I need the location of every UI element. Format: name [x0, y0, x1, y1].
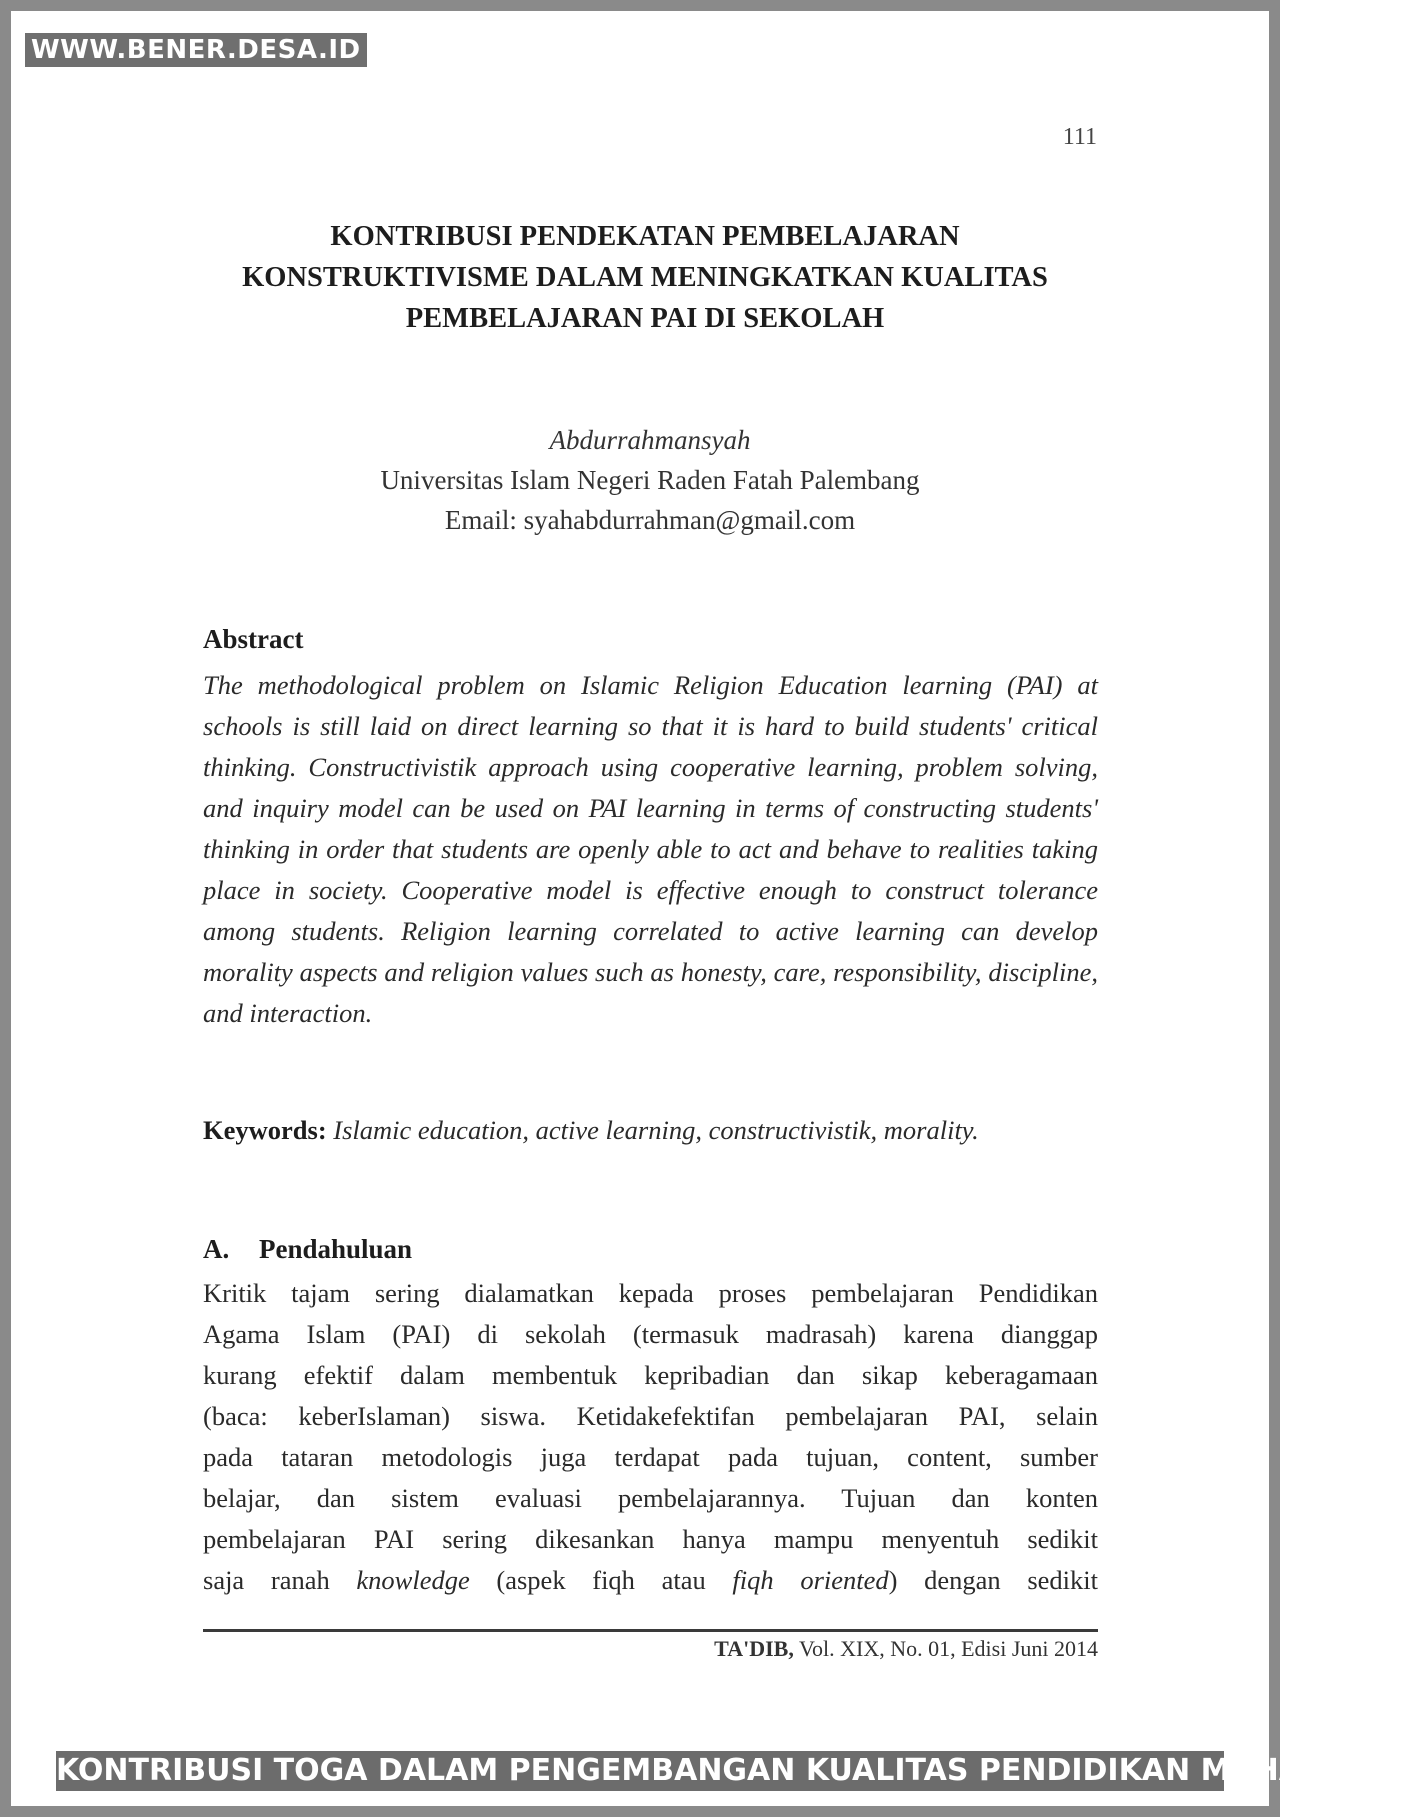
body-text-fragment: (aspek fiqh atau [469, 1565, 733, 1595]
section-title: Pendahuluan [259, 1234, 413, 1264]
body-line: Kritik tajam sering dialamatkan kepada proses pembelajaran Pendidikan [203, 1278, 1098, 1308]
body-line: pembelajaran PAI sering dikesankan hanya mampu menyentuh sedikit [203, 1524, 1098, 1554]
footer-divider [203, 1629, 1098, 1632]
title-line: KONTRIBUSI PENDEKATAN PEMBELAJARAN [330, 221, 960, 252]
author-email: Email: syahabdurrahman@gmail.com [444, 505, 856, 535]
keywords-text: Islamic education, active learning, constructivistik, morality. [333, 1115, 979, 1145]
body-line-last [203, 1560, 1098, 1601]
body-line: pada tataran metodologis juga terdapat pada tujuan, content, sumber [203, 1442, 1098, 1472]
author-block [200, 420, 1100, 540]
caption-banner: KONTRIBUSI TOGA DALAM PENGEMBANGAN KUALITAS PENDIDIKAN MAHASISWA [56, 1751, 1224, 1791]
body-line: kurang efektif dalam membentuk kepribadian dan sikap keberagamaan [203, 1360, 1098, 1390]
page-number: 111 [1062, 124, 1097, 150]
body-text-emphasis: fiqh oriented [732, 1565, 889, 1595]
section-number: A. [203, 1234, 230, 1264]
keywords [203, 1110, 1098, 1151]
footer-citation [203, 1636, 1098, 1662]
body-text-fragment: ) dengan sedikit [888, 1565, 1098, 1595]
body-text-fragment: saja ranah [203, 1565, 357, 1595]
title-line: KONSTRUKTIVISME DALAM MENINGKATKAN KUALITAS [242, 262, 1048, 293]
body-text-emphasis: knowledge [356, 1565, 470, 1595]
body-line: belajar, dan sistem evaluasi pembelajarannya. Tujuan dan konten [203, 1483, 1098, 1513]
author-affiliation: Universitas Islam Negeri Raden Fatah Palembang [380, 465, 920, 495]
section-body [203, 1273, 1098, 1601]
title-line: PEMBELAJARAN PAI DI SEKOLAH [405, 303, 885, 334]
author-name: Abdurrahmansyah [549, 425, 751, 455]
keywords-label: Keywords: [203, 1115, 327, 1145]
body-line: (baca: keberIslaman) siswa. Ketidakefektifan pembelajaran PAI, selain [203, 1401, 1098, 1431]
site-watermark-badge: WWW.BENER.DESA.ID [25, 33, 367, 67]
journal-name: TA'DIB, [714, 1636, 794, 1661]
paper-title [150, 216, 1140, 339]
abstract-heading: Abstract [203, 624, 304, 654]
abstract-text: The methodological problem on Islamic Religion Education learning (PAI) at schools is still laid on direct learning so that it is hard to build students' critical thinking. Constructivistik approach using cooperative learning, problem solving, and inquiry model can be used on PAI learning in terms of constructing students' thinking in order that students are openly able to act and behave to realities taking place in society. Cooperative model is effective enough to construct tolerance among students. Religion learning correlated to active learning can develop morality aspects and religion values such as honesty, care, responsibility, discipline, and interaction. [203, 670, 1098, 1028]
journal-details: Vol. XIX, No. 01, Edisi Juni 2014 [798, 1636, 1098, 1661]
section-heading [203, 1234, 412, 1265]
body-line: Agama Islam (PAI) di sekolah (termasuk madrasah) karena dianggap [203, 1319, 1098, 1349]
